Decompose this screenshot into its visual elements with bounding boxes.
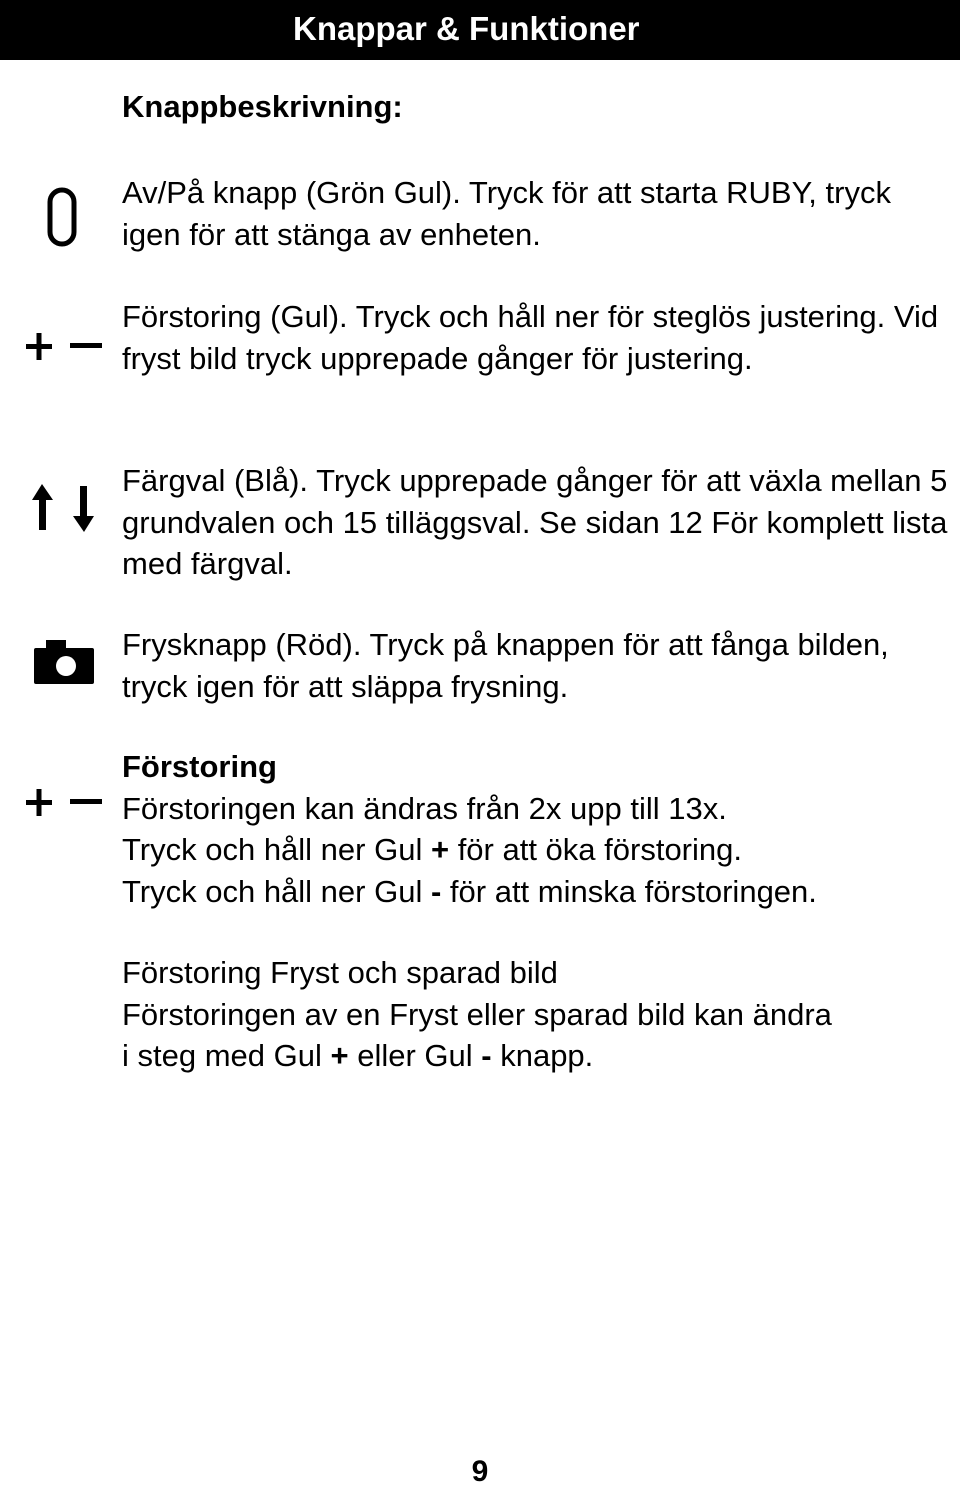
magnification-line-3: Tryck och håll ner Gul - för att minska förstoringen.	[122, 873, 817, 909]
magnification-button-description	[122, 296, 952, 379]
plus-key-label: +	[330, 1038, 349, 1073]
minus-key-label: -	[430, 873, 442, 909]
section-title: Knappbeskrivning:	[122, 89, 403, 124]
entry-text: Förstoring (Gul). Tryck och håll ner för steglös justering. Vid fryst bild tryck upprepade gånger för justering.	[122, 299, 939, 376]
entry-text: Färgval (Blå). Tryck upprepade gånger för att växla mellan 5 grundvalen och 15 tilläggsval. Se sidan 12 För komplett lista med färgval.	[122, 463, 948, 581]
magnification-line-2: Tryck och håll ner Gul + för att öka förstoring.	[122, 832, 742, 867]
frozen-line-1: Förstoringen av en Fryst eller sparad bild kan ändra	[122, 996, 832, 1032]
frozen-line-2: i steg med Gul + eller Gul - knapp.	[122, 1038, 594, 1073]
color-select-description	[122, 460, 952, 585]
page-number: 9	[471, 1455, 489, 1488]
minus-key-label: -	[481, 1038, 492, 1073]
plus-minus-icon	[26, 330, 104, 367]
header-title: Knappar & Funktioner	[293, 10, 640, 47]
magnification-line-1: Förstoringen kan ändras från 2x upp till 13x.	[122, 790, 727, 826]
page-header	[0, 0, 960, 60]
entry-text: Frysknapp (Röd). Tryck på knappen för att fånga bilden, tryck igen för att släppa frysning.	[122, 627, 889, 704]
magnification-section	[122, 746, 952, 912]
magnification-heading: Förstoring	[122, 749, 277, 784]
frozen-image-section	[122, 952, 952, 1077]
camera-icon	[32, 638, 96, 691]
up-down-arrows-icon	[30, 484, 96, 537]
plus-key-label: +	[430, 832, 450, 867]
entry-text: Av/På knapp (Grön Gul). Tryck för att starta RUBY, tryck igen för att stänga av enheten.	[122, 175, 891, 252]
power-button-description	[122, 172, 952, 255]
freeze-button-description	[122, 624, 952, 707]
plus-minus-icon	[26, 786, 104, 823]
power-button-icon	[44, 186, 80, 253]
frozen-heading: Förstoring Fryst och sparad bild	[122, 955, 558, 990]
